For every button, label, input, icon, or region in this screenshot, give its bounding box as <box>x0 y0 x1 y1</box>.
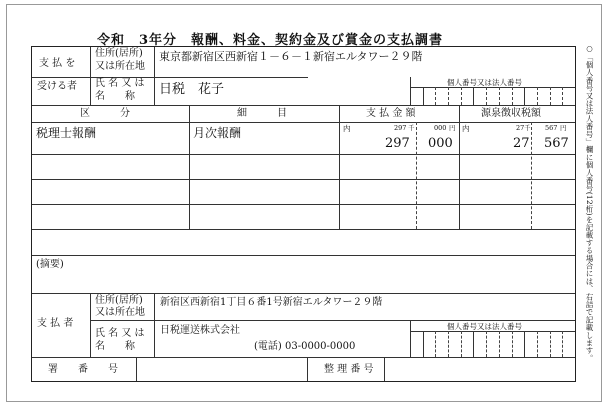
vline-reference-field <box>384 357 385 381</box>
reference-number-label: 整 理 番 号 <box>324 364 374 375</box>
remarks-label: (摘要) <box>36 259 64 270</box>
payer-id-label: 個人番号又は法人番号 <box>447 322 522 331</box>
payer-id-cell-divider <box>461 331 462 357</box>
vline-serial <box>136 357 137 381</box>
recipient-name: 日税 花子 <box>159 82 225 97</box>
tax-thousands: 27 <box>513 136 530 151</box>
payer-name-label-line2: 名 称 <box>95 341 135 352</box>
vline-recipient-id <box>410 77 411 105</box>
vline-detail <box>339 105 340 229</box>
recipient-label-line1: 支 払 を <box>39 58 76 69</box>
vline-recipient-label <box>90 47 91 105</box>
tax-small-yen: 567 <box>545 124 558 132</box>
side-note: ○「個人番号又は法人番号」欄に個人番号(12桁)を記載する場合には、右詰で記載します。 <box>585 44 594 362</box>
payment-thousands: 297 <box>385 136 410 151</box>
payer-address-label-line2: 又は所在地 <box>95 307 145 318</box>
vline-recipient-field <box>154 47 155 105</box>
payment-record-form <box>31 46 576 382</box>
recipient-id-cell-divider <box>461 87 462 105</box>
tax-uchi-label: 内 <box>462 124 470 133</box>
recipient-id-cell-divider <box>486 87 487 105</box>
payment-small-yen: 000 <box>434 124 447 132</box>
vline-reference-label <box>307 357 308 381</box>
recipient-id-cell-divider <box>537 87 538 105</box>
recipient-id-cell-divider <box>423 87 424 105</box>
line-row-3 <box>32 204 575 205</box>
row-category: 税理士報酬 <box>36 126 97 140</box>
tax-en-unit: 円 <box>560 124 567 132</box>
payer-id-cell-divider <box>524 331 525 357</box>
line-remarks-top <box>32 255 575 256</box>
payer-id-cell-divider <box>435 331 436 357</box>
tax-yen: 567 <box>544 136 569 151</box>
recipient-id-cell-divider <box>524 87 525 105</box>
line-row-2 <box>32 179 575 180</box>
header-payment-amount: 支 払 金 額 <box>366 108 416 119</box>
recipient-id-cell-divider <box>512 87 513 105</box>
payer-address: 新宿区西新宿1丁目６番1号新宿エルタワー２９階 <box>160 297 383 308</box>
recipient-id-cell-divider <box>435 87 436 105</box>
recipient-name-label-line1: 氏 名 又 は <box>95 78 145 89</box>
recipient-id-cell-divider <box>473 87 474 105</box>
recipient-address: 東京都新宿区西新宿１－６－１新宿エルタワー２９階 <box>159 50 423 63</box>
vline-payer-field <box>154 293 155 357</box>
payer-id-cell-divider <box>448 331 449 357</box>
vline-payer-label <box>90 293 91 357</box>
payment-yen: 000 <box>428 136 453 151</box>
serial-number-label: 署 番 号 <box>48 364 118 375</box>
payer-id-cell-divider <box>562 331 563 357</box>
line-header-bottom <box>32 122 575 123</box>
recipient-id-label: 個人番号又は法人番号 <box>447 78 522 87</box>
header-withholding-tax: 源泉徴収税額 <box>481 108 541 119</box>
line-recipient-mid <box>32 77 308 78</box>
payment-small-thousands: 297 <box>394 124 407 132</box>
payment-sen-unit: 千 <box>408 124 415 132</box>
line-row-4 <box>32 229 575 230</box>
vline-payment <box>459 105 460 229</box>
payment-en-unit: 円 <box>449 124 456 132</box>
payer-address-label-line1: 住所(居所) <box>95 295 143 306</box>
recipient-id-cell-divider <box>448 87 449 105</box>
payer-id-cell-divider <box>537 331 538 357</box>
recipient-name-label-line2: 名 称 <box>95 91 135 102</box>
line-footer-top <box>32 357 575 358</box>
payer-name: 日税運送株式会社 <box>160 325 240 336</box>
recipient-label-line2: 受ける者 <box>37 81 77 92</box>
recipient-id-cell-divider <box>550 87 551 105</box>
payer-name-label-line1: 氏 名 又 は <box>95 328 145 339</box>
payer-id-cell-divider <box>512 331 513 357</box>
recipient-address-label-line1: 住所(居所) <box>95 48 143 59</box>
recipient-id-cell-divider <box>562 87 563 105</box>
dash-tax-thousands <box>531 122 532 229</box>
payer-id-cell-divider <box>499 331 500 357</box>
header-category: 区 分 <box>80 108 130 119</box>
vline-payer-id <box>410 320 411 357</box>
payer-phone: (電話) 03-0000-0000 <box>254 341 356 352</box>
line-payer-top <box>32 293 575 294</box>
recipient-address-label-line2: 又は所在地 <box>95 61 145 72</box>
line-row-1 <box>32 154 575 155</box>
payer-id-cell-divider <box>550 331 551 357</box>
form-title: 令和 3年分 報酬、料金、契約金及び賞金の支払調書 <box>96 33 444 48</box>
payer-id-cell-divider <box>423 331 424 357</box>
vline-category <box>189 105 190 229</box>
line-payer-mid <box>90 320 575 321</box>
line-header-top <box>32 105 575 106</box>
tax-small-thousands: 27 <box>516 124 525 132</box>
recipient-id-cell-divider <box>499 87 500 105</box>
header-detail: 細 目 <box>237 108 287 119</box>
payer-label: 支 払 者 <box>37 318 74 329</box>
payer-id-cell-divider <box>473 331 474 357</box>
dash-payment-thousands <box>416 122 417 229</box>
row-detail: 月次報酬 <box>193 126 242 140</box>
payment-uchi-label: 内 <box>343 124 351 133</box>
tax-sen-unit: 千 <box>524 124 531 132</box>
payer-id-cell-divider <box>486 331 487 357</box>
